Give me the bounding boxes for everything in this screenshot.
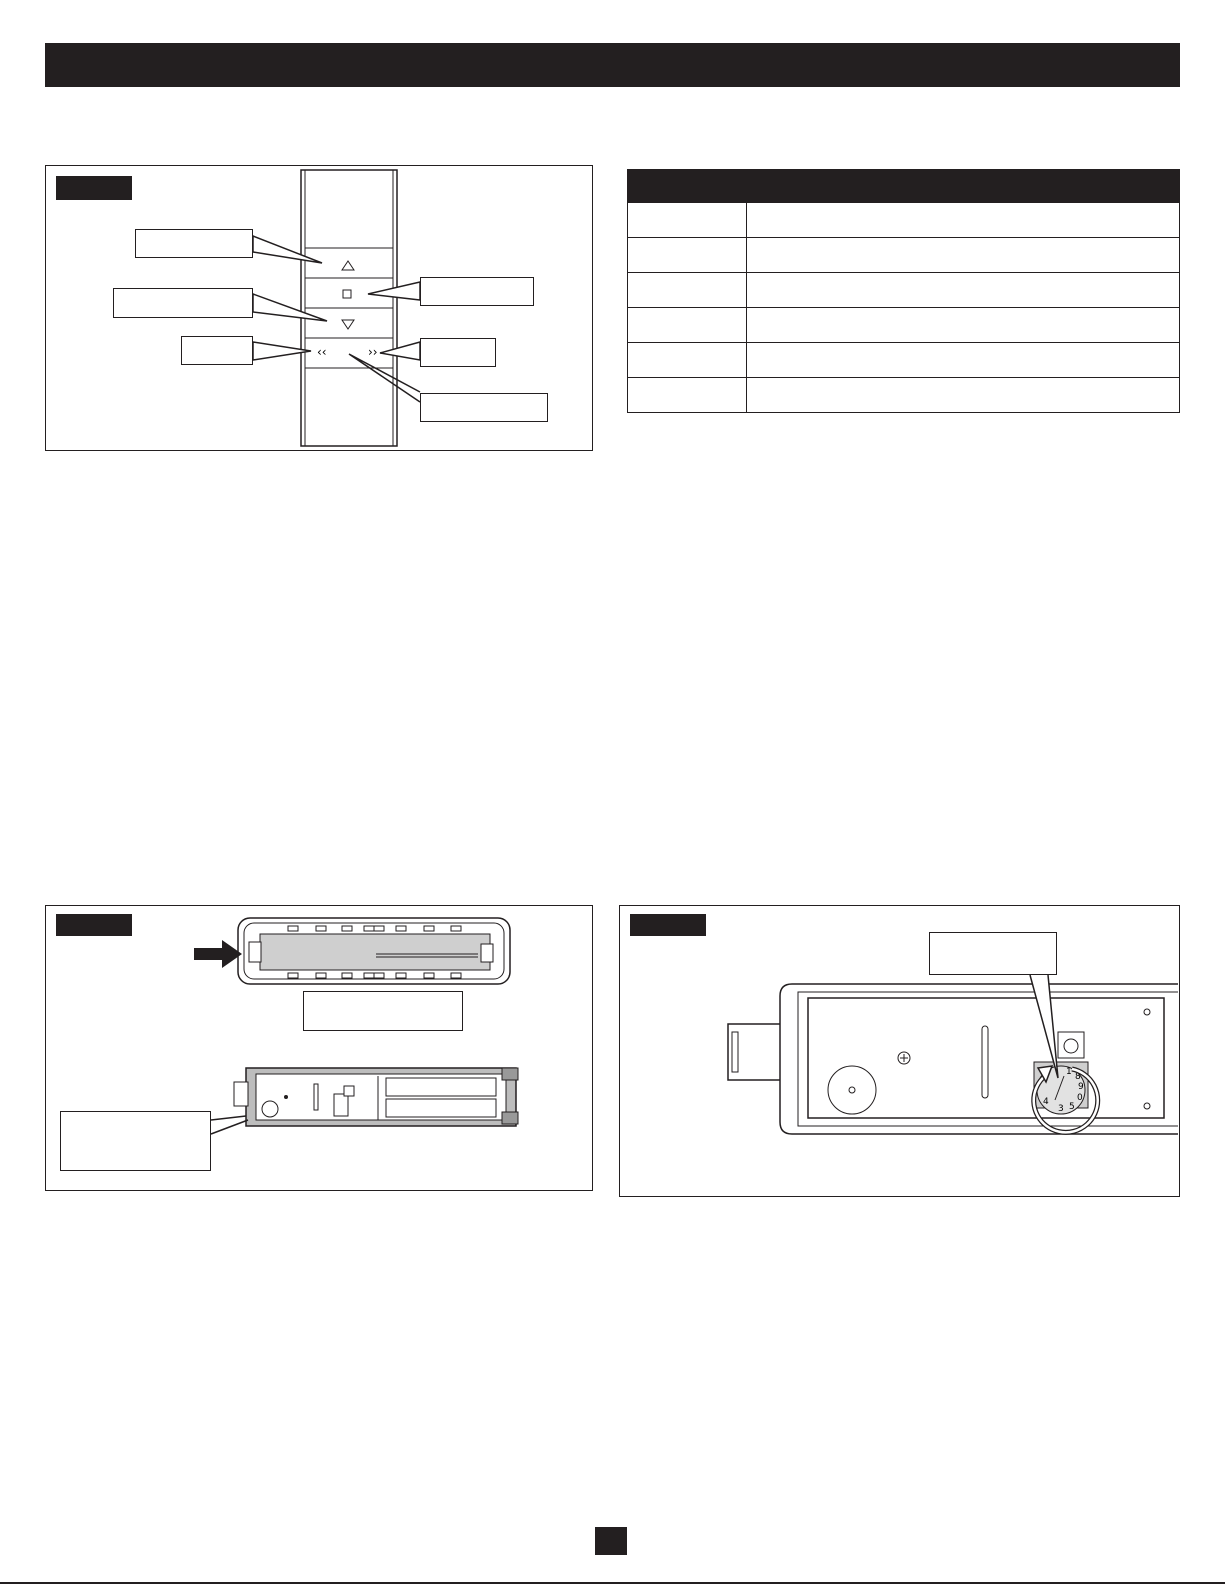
callout-channel-right: [420, 338, 496, 367]
table-row: [628, 203, 1180, 238]
dial-digit: 4: [1043, 1097, 1049, 1107]
callout-up-button: [135, 229, 253, 258]
callout-down-button: [113, 288, 253, 318]
callout-channel-left: [181, 336, 253, 365]
push-arrow-icon: [194, 940, 242, 968]
table-row: [628, 238, 1180, 273]
footer-rule: [0, 1582, 1225, 1584]
table-row: [628, 308, 1180, 343]
dial-digit: 3: [1058, 1104, 1064, 1114]
section-header-bar: [45, 43, 1180, 87]
dial-illustration: [620, 906, 1178, 1195]
callout-stop-button: [420, 277, 534, 306]
dial-digit: 0: [1077, 1093, 1083, 1103]
table-header-function: [747, 170, 1180, 203]
table-header-button: [628, 170, 747, 203]
channel-right-icon: ››: [368, 345, 378, 359]
figure-battery-compartment: [45, 905, 593, 1191]
callout-address-dial: [929, 932, 1057, 975]
table-row: [628, 378, 1180, 413]
dial-digit: 5: [1069, 1102, 1075, 1112]
callout-channel-display: [420, 393, 548, 422]
dial-digit: 8: [1075, 1072, 1081, 1082]
command-table: [627, 169, 1180, 413]
table-row: [628, 343, 1180, 378]
figure-address-dial: [619, 905, 1180, 1197]
figure-remote-control: [45, 165, 593, 451]
table-row: [628, 273, 1180, 308]
channel-left-icon: ‹‹: [317, 345, 327, 359]
page-number: [595, 1527, 627, 1555]
callout-battery-slot: [60, 1111, 211, 1171]
callout-cover-release: [303, 991, 463, 1031]
dial-digit: 1: [1066, 1067, 1072, 1077]
dial-digit: 9: [1078, 1082, 1084, 1092]
